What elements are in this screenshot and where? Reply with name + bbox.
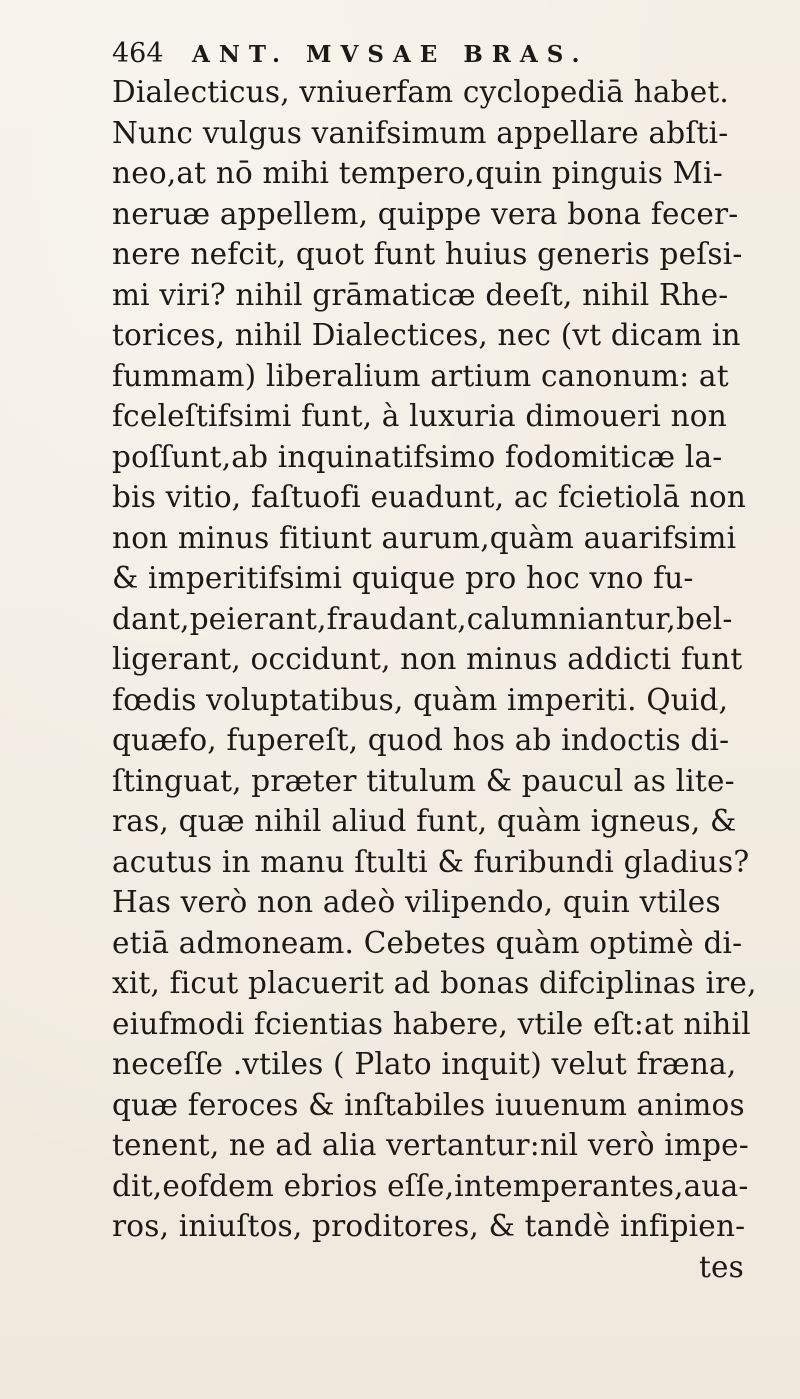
text-line: mi viri? nihil grāmaticæ deeſt, nihil Rhe- <box>112 277 729 312</box>
running-head: ANT. MVSAE BRAS. <box>192 41 589 68</box>
catchword: tes <box>698 1249 744 1284</box>
text-line: tenent, ne ad alia vertantur:nil verò impe- <box>112 1128 749 1162</box>
text-line: torices, nihil Dialectices, nec (vt dicam in <box>112 318 741 352</box>
text-line: neceſſe .vtiles ( Plato inquit) velut fræna, <box>112 1047 737 1081</box>
page-number: 464 <box>112 38 164 69</box>
text-line: bis vitio, faſtuofi euadunt, ac fcietiolā non <box>112 480 747 514</box>
text-line: ſtinguat, præter titulum & paucul as lite- <box>112 763 735 798</box>
text-line: fummam) liberalium artium canonum: at <box>112 358 729 393</box>
text-line: dant,peierant,fraudant,calumniantur,bel- <box>112 601 733 636</box>
text-line: acutus in manu ſtulti & furibundi gladius? <box>112 844 750 879</box>
text-line: nere nefcit, quot funt huius generis peſsi- <box>112 237 743 271</box>
text-line: poſſunt,ab inquinatifsimo fodomiticæ la- <box>112 439 723 474</box>
text-line: Has verò non adeò vilipendo, quin vtiles <box>112 885 721 919</box>
text-line: quæfo, fupereſt, quod hos ab indoctis di- <box>112 723 730 757</box>
text-line: ligerant, occidunt, non minus addicti funt <box>112 642 743 676</box>
text-line: ras, quæ nihil aliud funt, quàm igneus, & <box>112 804 737 838</box>
body-text <box>112 72 772 1287</box>
text-line: Nunc vulgus vanifsimum appellare abſti- <box>112 115 729 150</box>
text-line: ros, iniuſtos, proditores, & tandè infipien- <box>112 1209 746 1243</box>
text-line: dit,eofdem ebrios eſſe,intemperantes,aua- <box>112 1168 749 1203</box>
text-line: neruæ appellem, quippe vera bona fecer- <box>112 196 739 231</box>
text-line: etiā admoneam. Cebetes quàm optimè di- <box>112 925 743 960</box>
text-line: quæ feroces & inſtabiles iuuenum animos <box>112 1087 745 1122</box>
text-line: fœdis voluptatibus, quàm imperiti. Quid, <box>112 682 729 717</box>
text-line: fceleſtifsimi funt, à luxuria dimoueri non <box>112 399 727 433</box>
text-line: Dialecticus, vniuerfam cyclopediā habet. <box>112 75 729 109</box>
text-line: eiufmodi fcientias habere, vtile eſt:at nihil <box>112 1006 751 1041</box>
text-line: neo,at nō mihi tempero,quin pinguis Mi- <box>112 156 723 190</box>
text-line: & imperitifsimi quique pro hoc vno fu- <box>112 561 694 595</box>
text-line: non minus fitiunt aurum,quàm auarifsimi <box>112 520 737 555</box>
text-line: xit, ficut placuerit ad bonas difciplinas ire, <box>112 966 757 1000</box>
